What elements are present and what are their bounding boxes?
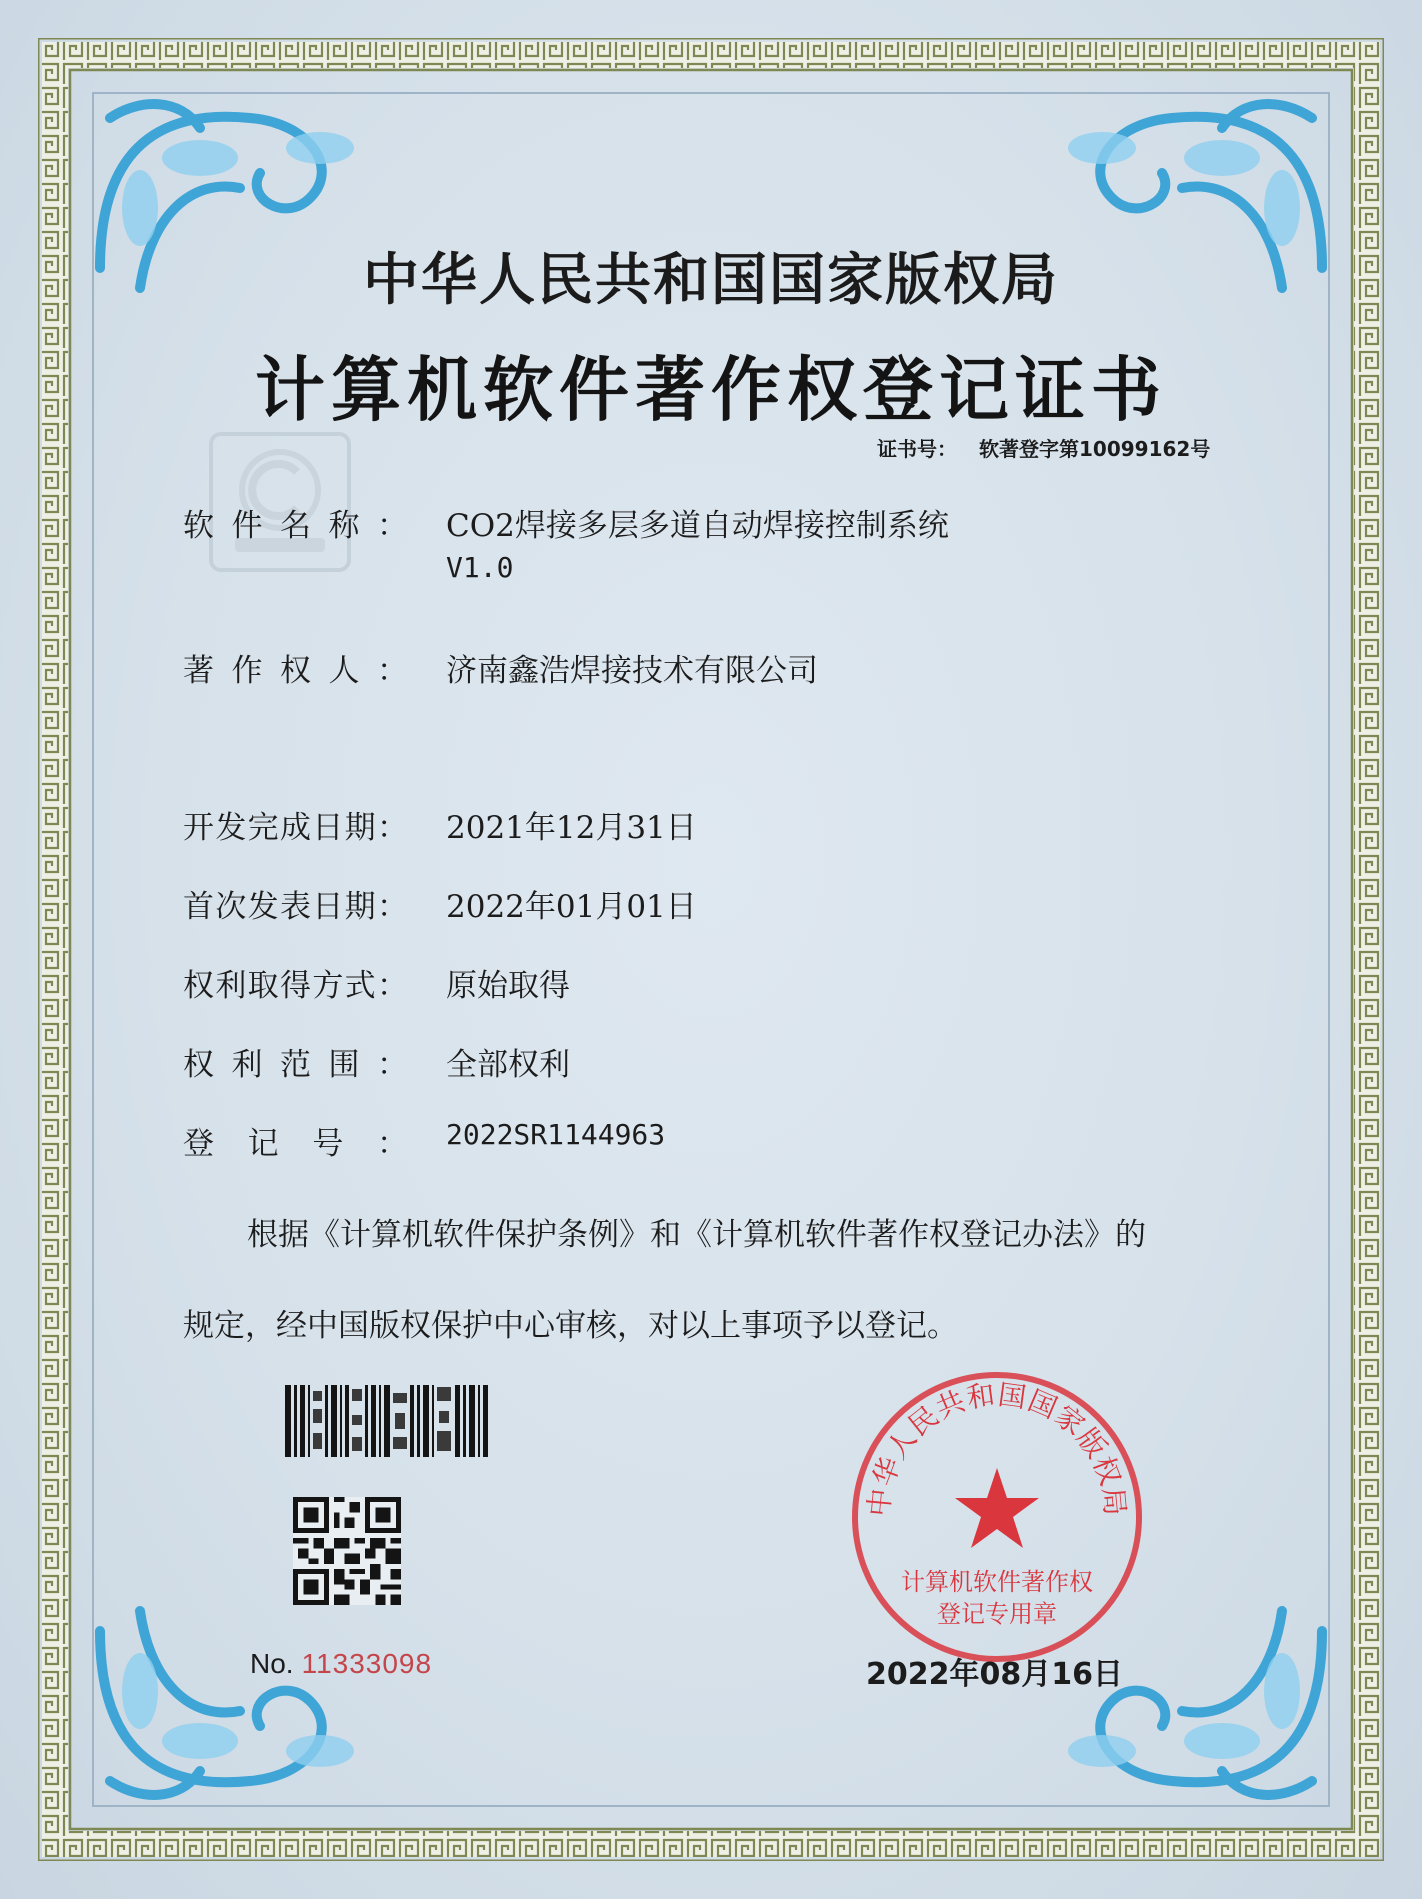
certificate-number-label: 证书号： bbox=[877, 437, 957, 461]
issuer-title: 中华人民共和国国家版权局 bbox=[363, 248, 1059, 313]
rights-scope-value: 全部权利 bbox=[446, 1047, 570, 1083]
certificate-number-value: 软著登字第10099162号 bbox=[979, 437, 1211, 461]
acquisition-method-value: 原始取得 bbox=[446, 968, 570, 1004]
serial-number bbox=[250, 1648, 432, 1680]
serial-value: 11333098 bbox=[301, 1648, 433, 1679]
field-completion-date bbox=[183, 802, 697, 847]
acquisition-method-label: 权利取得方式： bbox=[183, 968, 408, 1004]
certificate-number bbox=[877, 433, 1210, 462]
seal-line-1: 计算机软件著作权 bbox=[901, 1568, 1093, 1596]
software-name-line2: V1.0 bbox=[446, 551, 514, 584]
completion-date-value: 2021年12月31日 bbox=[446, 810, 697, 846]
issue-date: 2022年08月16日 bbox=[866, 1657, 1123, 1692]
software-name-label: 软件名称： bbox=[183, 508, 408, 544]
software-name-line1: CO2焊接多层多道自动焊接控制系统 bbox=[446, 508, 949, 544]
seal-line-2: 登记专用章 bbox=[937, 1600, 1057, 1628]
qr-code-image bbox=[293, 1497, 401, 1605]
completion-date-label: 开发完成日期： bbox=[183, 810, 408, 846]
field-acquisition-method bbox=[183, 960, 570, 1005]
field-first-publish-date bbox=[183, 881, 697, 926]
statement-line-2: 规定，经中国版权保护中心审核，对以上事项予以登记。 bbox=[183, 1308, 958, 1344]
star-icon bbox=[955, 1468, 1039, 1548]
copyright-owner-label: 著作权人： bbox=[183, 653, 408, 689]
field-registration-number bbox=[183, 1118, 665, 1163]
first-publish-date-value: 2022年01月01日 bbox=[446, 889, 697, 925]
serial-prefix: No. bbox=[250, 1648, 294, 1679]
seal-arc-text: 中华人民共和国国家版权局 bbox=[862, 1377, 1132, 1518]
field-software-name bbox=[183, 500, 949, 584]
software-name-value bbox=[446, 500, 949, 584]
first-publish-date-label: 首次发表日期： bbox=[183, 889, 408, 925]
corner-ornament-bottom-left bbox=[80, 1591, 370, 1821]
field-rights-scope bbox=[183, 1039, 570, 1084]
rights-scope-label: 权利范围： bbox=[183, 1047, 408, 1083]
copyright-owner-value: 济南鑫浩焊接技术有限公司 bbox=[446, 653, 818, 689]
certificate-title: 计算机软件著作权登记证书 bbox=[255, 349, 1167, 431]
registration-number-label: 登记号： bbox=[183, 1126, 408, 1162]
barcode-image bbox=[285, 1385, 490, 1457]
registration-number-value: 2022SR1144963 bbox=[446, 1118, 666, 1151]
statement-line-1: 根据《计算机软件保护条例》和《计算机软件著作权登记办法》的 bbox=[247, 1217, 1146, 1253]
field-copyright-owner bbox=[183, 645, 818, 690]
official-seal bbox=[848, 1368, 1146, 1666]
